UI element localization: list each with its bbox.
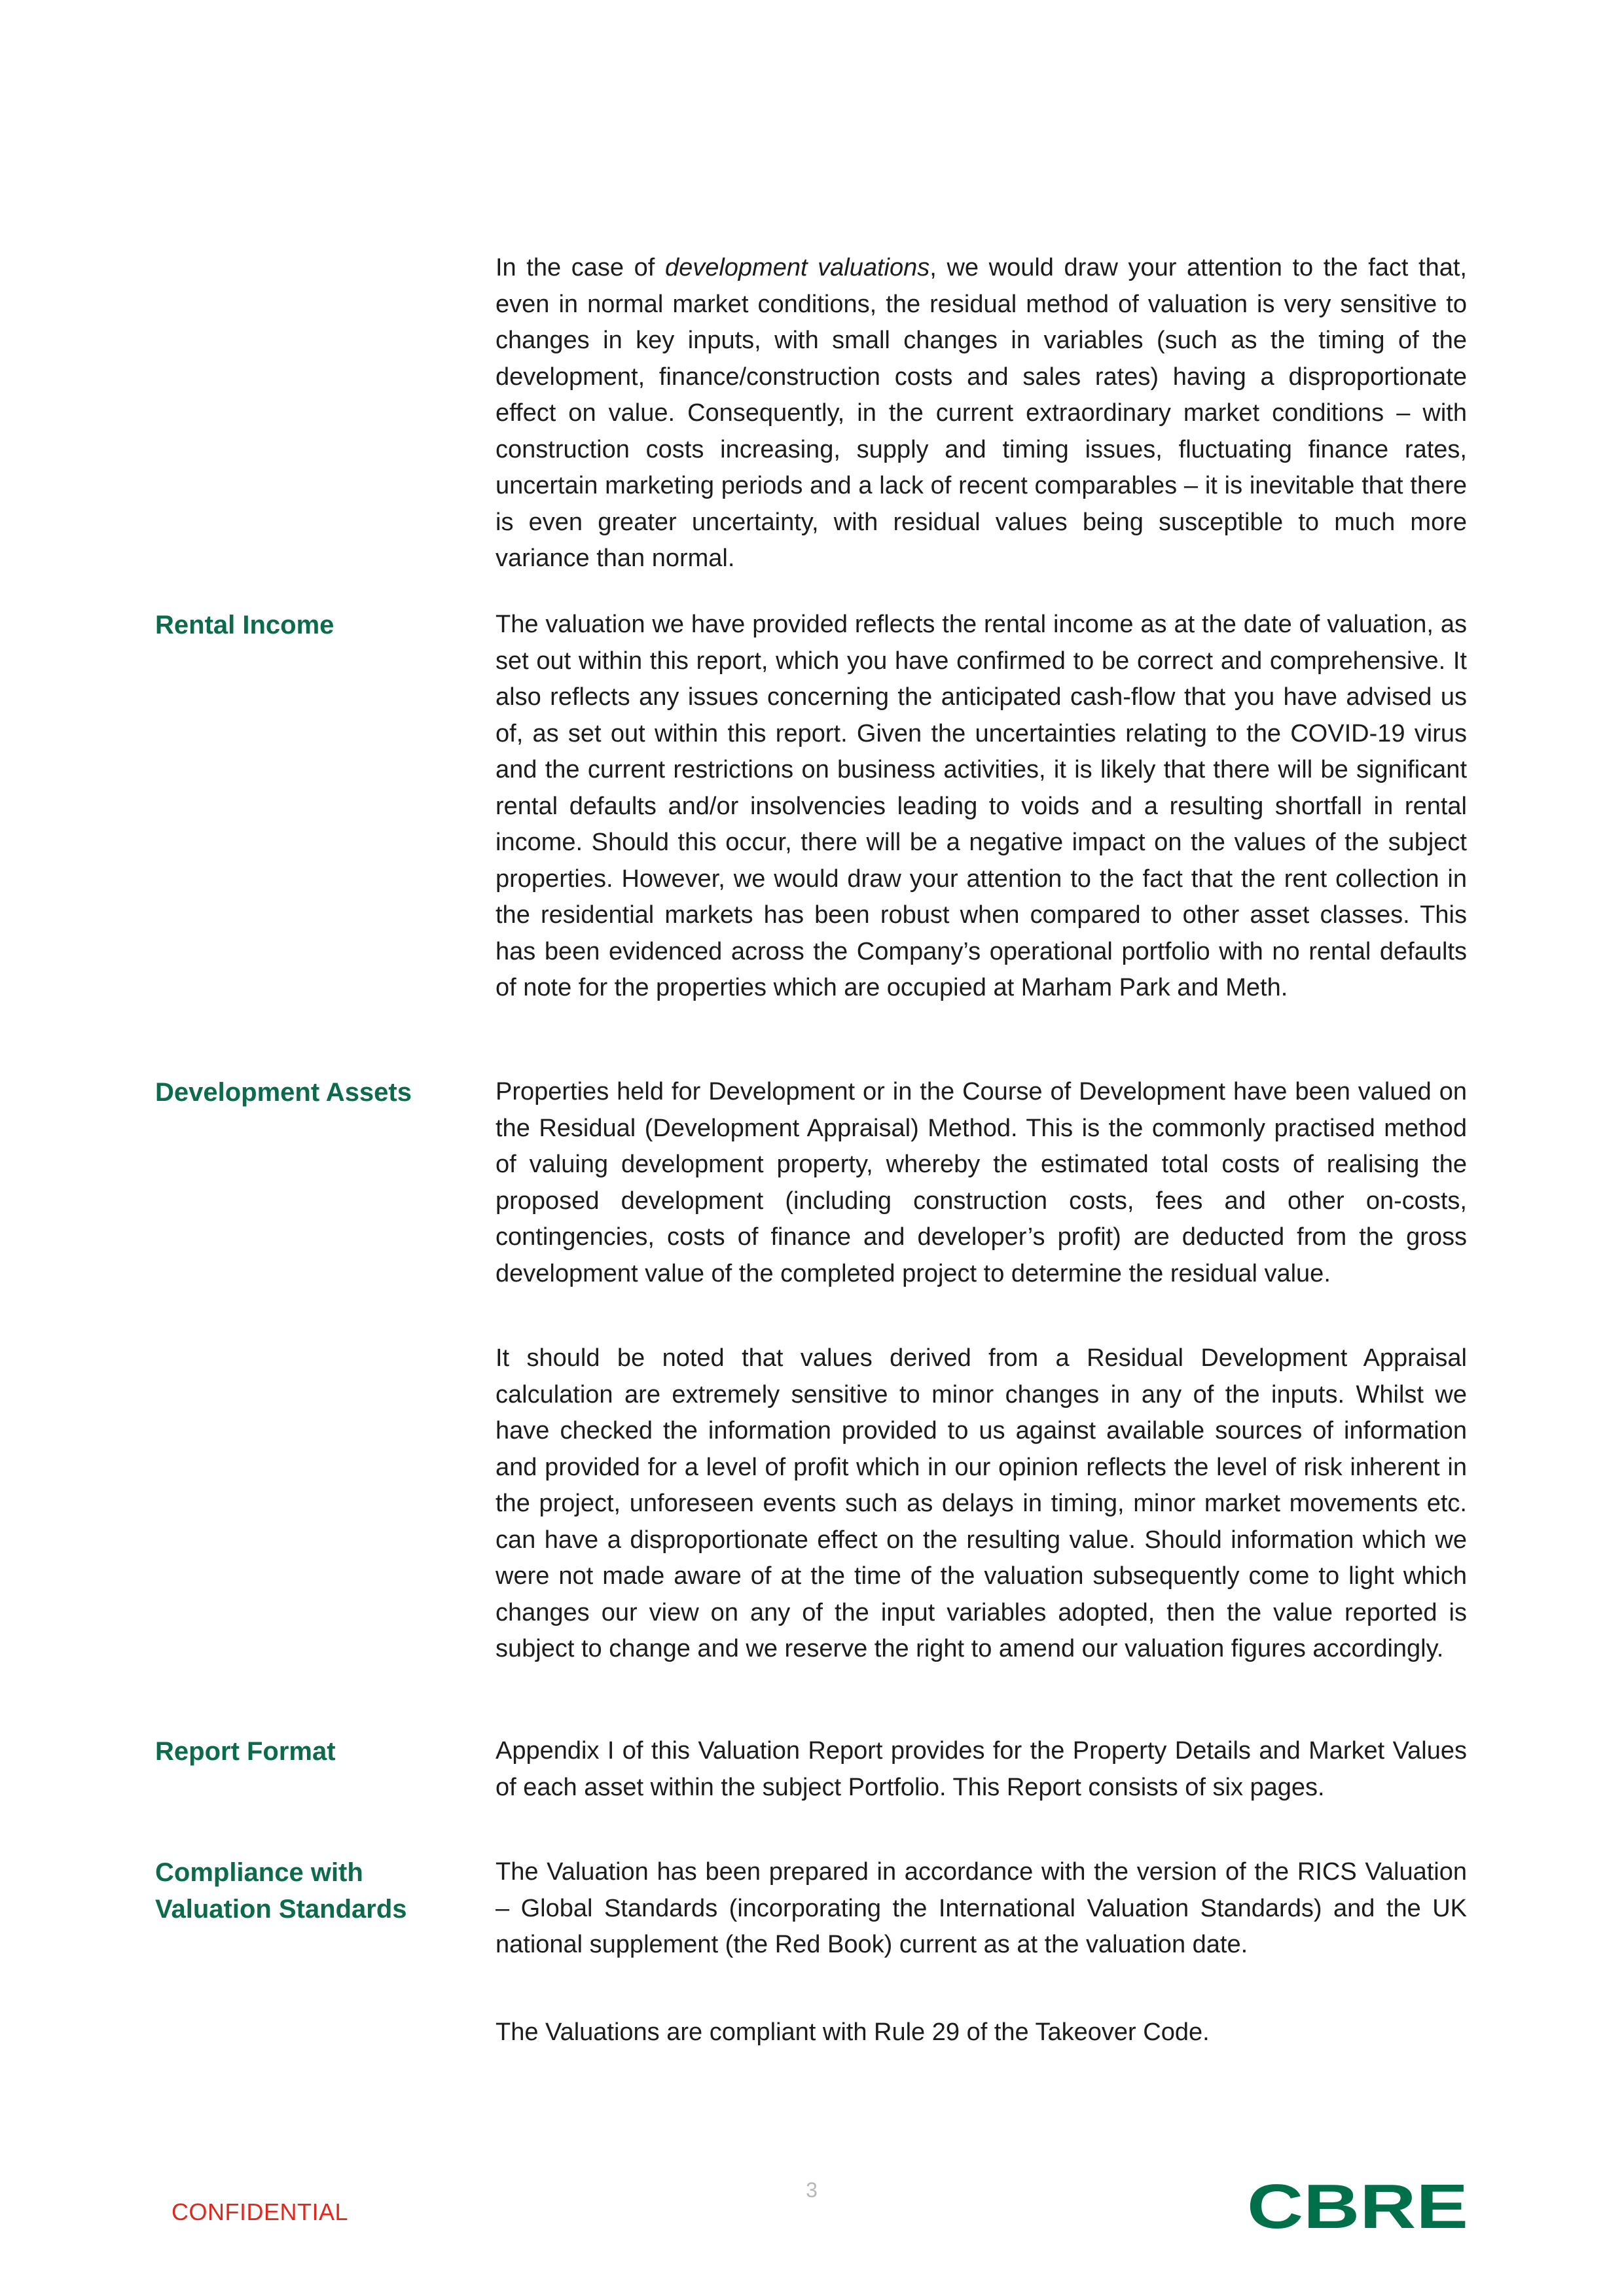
confidential-label: CONFIDENTIAL	[171, 2198, 349, 2225]
rental-income-heading: Rental Income	[155, 611, 334, 639]
cbre-logo	[1247, 2177, 1470, 2233]
compliance-paragraph-2: The Valuations are compliant with Rule 29 of the Takeover Code.	[496, 2018, 1210, 2046]
page-number: 3	[806, 2178, 818, 2202]
cbre-logo-wordmark: CBRE	[1247, 2177, 1468, 2233]
rental-income-paragraph: The valuation we have provided reflects the rental income as at the date of valuation, as set out within this report, which you have confirmed to be correct and comprehensive. It also reflects any issues concerning the anticipated cash-flow that you have advised us of, as set out within this report. Given the uncertainties relating to the COVID-19 virus and the current restrictions on business activities, it is likely that there will be significant rental defaults and/or insolvencies leading to voids and a resulting shortfall in rental income. Should this occur, there will be a negative impact on the values of the subject properties. However, we would draw your attention to the fact that the rent collection in the residential markets has been robust when compared to other asset classes. This has been evidenced across the Company’s operational portfolio with no rental defaults of note for the properties which are occupied at Marham Park and Meth.	[496, 611, 1467, 1001]
development-valuations-prefix: In the case of	[496, 254, 665, 281]
report-format-heading: Report Format	[155, 1737, 336, 1766]
development-assets-paragraph-2: It should be noted that values derived from a Residual Development Appraisal calculation are extremely sensitive to minor changes in any of the inputs. Whilst we have checked the information provided to us against available sources of information and provided for a level of profit which in our opinion reflects the level of risk inherent in the project, unforeseen events such as delays in timing, minor market movements etc. can have a disproportionate effect on the resulting value. Should information which we were not made aware of at the time of the valuation subsequently come to light which changes our view on any of the input variables adopted, then the value reported is subject to change and we reserve the right to amend our valuation figures accordingly.	[496, 1344, 1467, 1662]
compliance-paragraph-1: The Valuation has been prepared in accordance with the version of the RICS Valuation – Global Standards (incorporating the International Valuation Standards) and the UK national supplement (the Red Book) current as at the valuation date.	[496, 1858, 1467, 1958]
report-format-paragraph: Appendix I of this Valuation Report provides for the Property Details and Market Values of each asset within the subject Portfolio. This Report consists of six pages.	[496, 1737, 1467, 1801]
development-valuations-rest: , we would draw your attention to the fact that, even in normal market conditions, the residual method of valuation is very sensitive to changes in key inputs, with small changes in variables (such as the timing of the development, finance/construction costs and sales rates) having a disproportionate effect on value. Consequently, in the current extraordinary market conditions – with construction costs increasing, supply and timing issues, fluctuating finance rates, uncertain marketing periods and a lack of recent comparables – it is inevitable that there is even greater uncertainty, with residual values being susceptible to much more variance than normal.	[496, 254, 1467, 572]
compliance-heading: Compliance with Valuation Standards	[155, 1858, 407, 1924]
development-assets-heading: Development Assets	[155, 1078, 412, 1107]
development-valuations-emphasis: development valuations	[664, 254, 930, 281]
development-assets-paragraph-1: Properties held for Development or in the Course of Development have been valued on the Residual (Development Appraisal) Method. This is the commonly practised method of valuing development property, whereby the estimated total costs of realising the proposed development (including construction costs, fees and other on-costs, contingencies, costs of finance and developer’s profit) are deducted from the gross development value of the completed project to determine the residual value.	[496, 1078, 1467, 1287]
development-valuations-paragraph	[496, 250, 1467, 577]
